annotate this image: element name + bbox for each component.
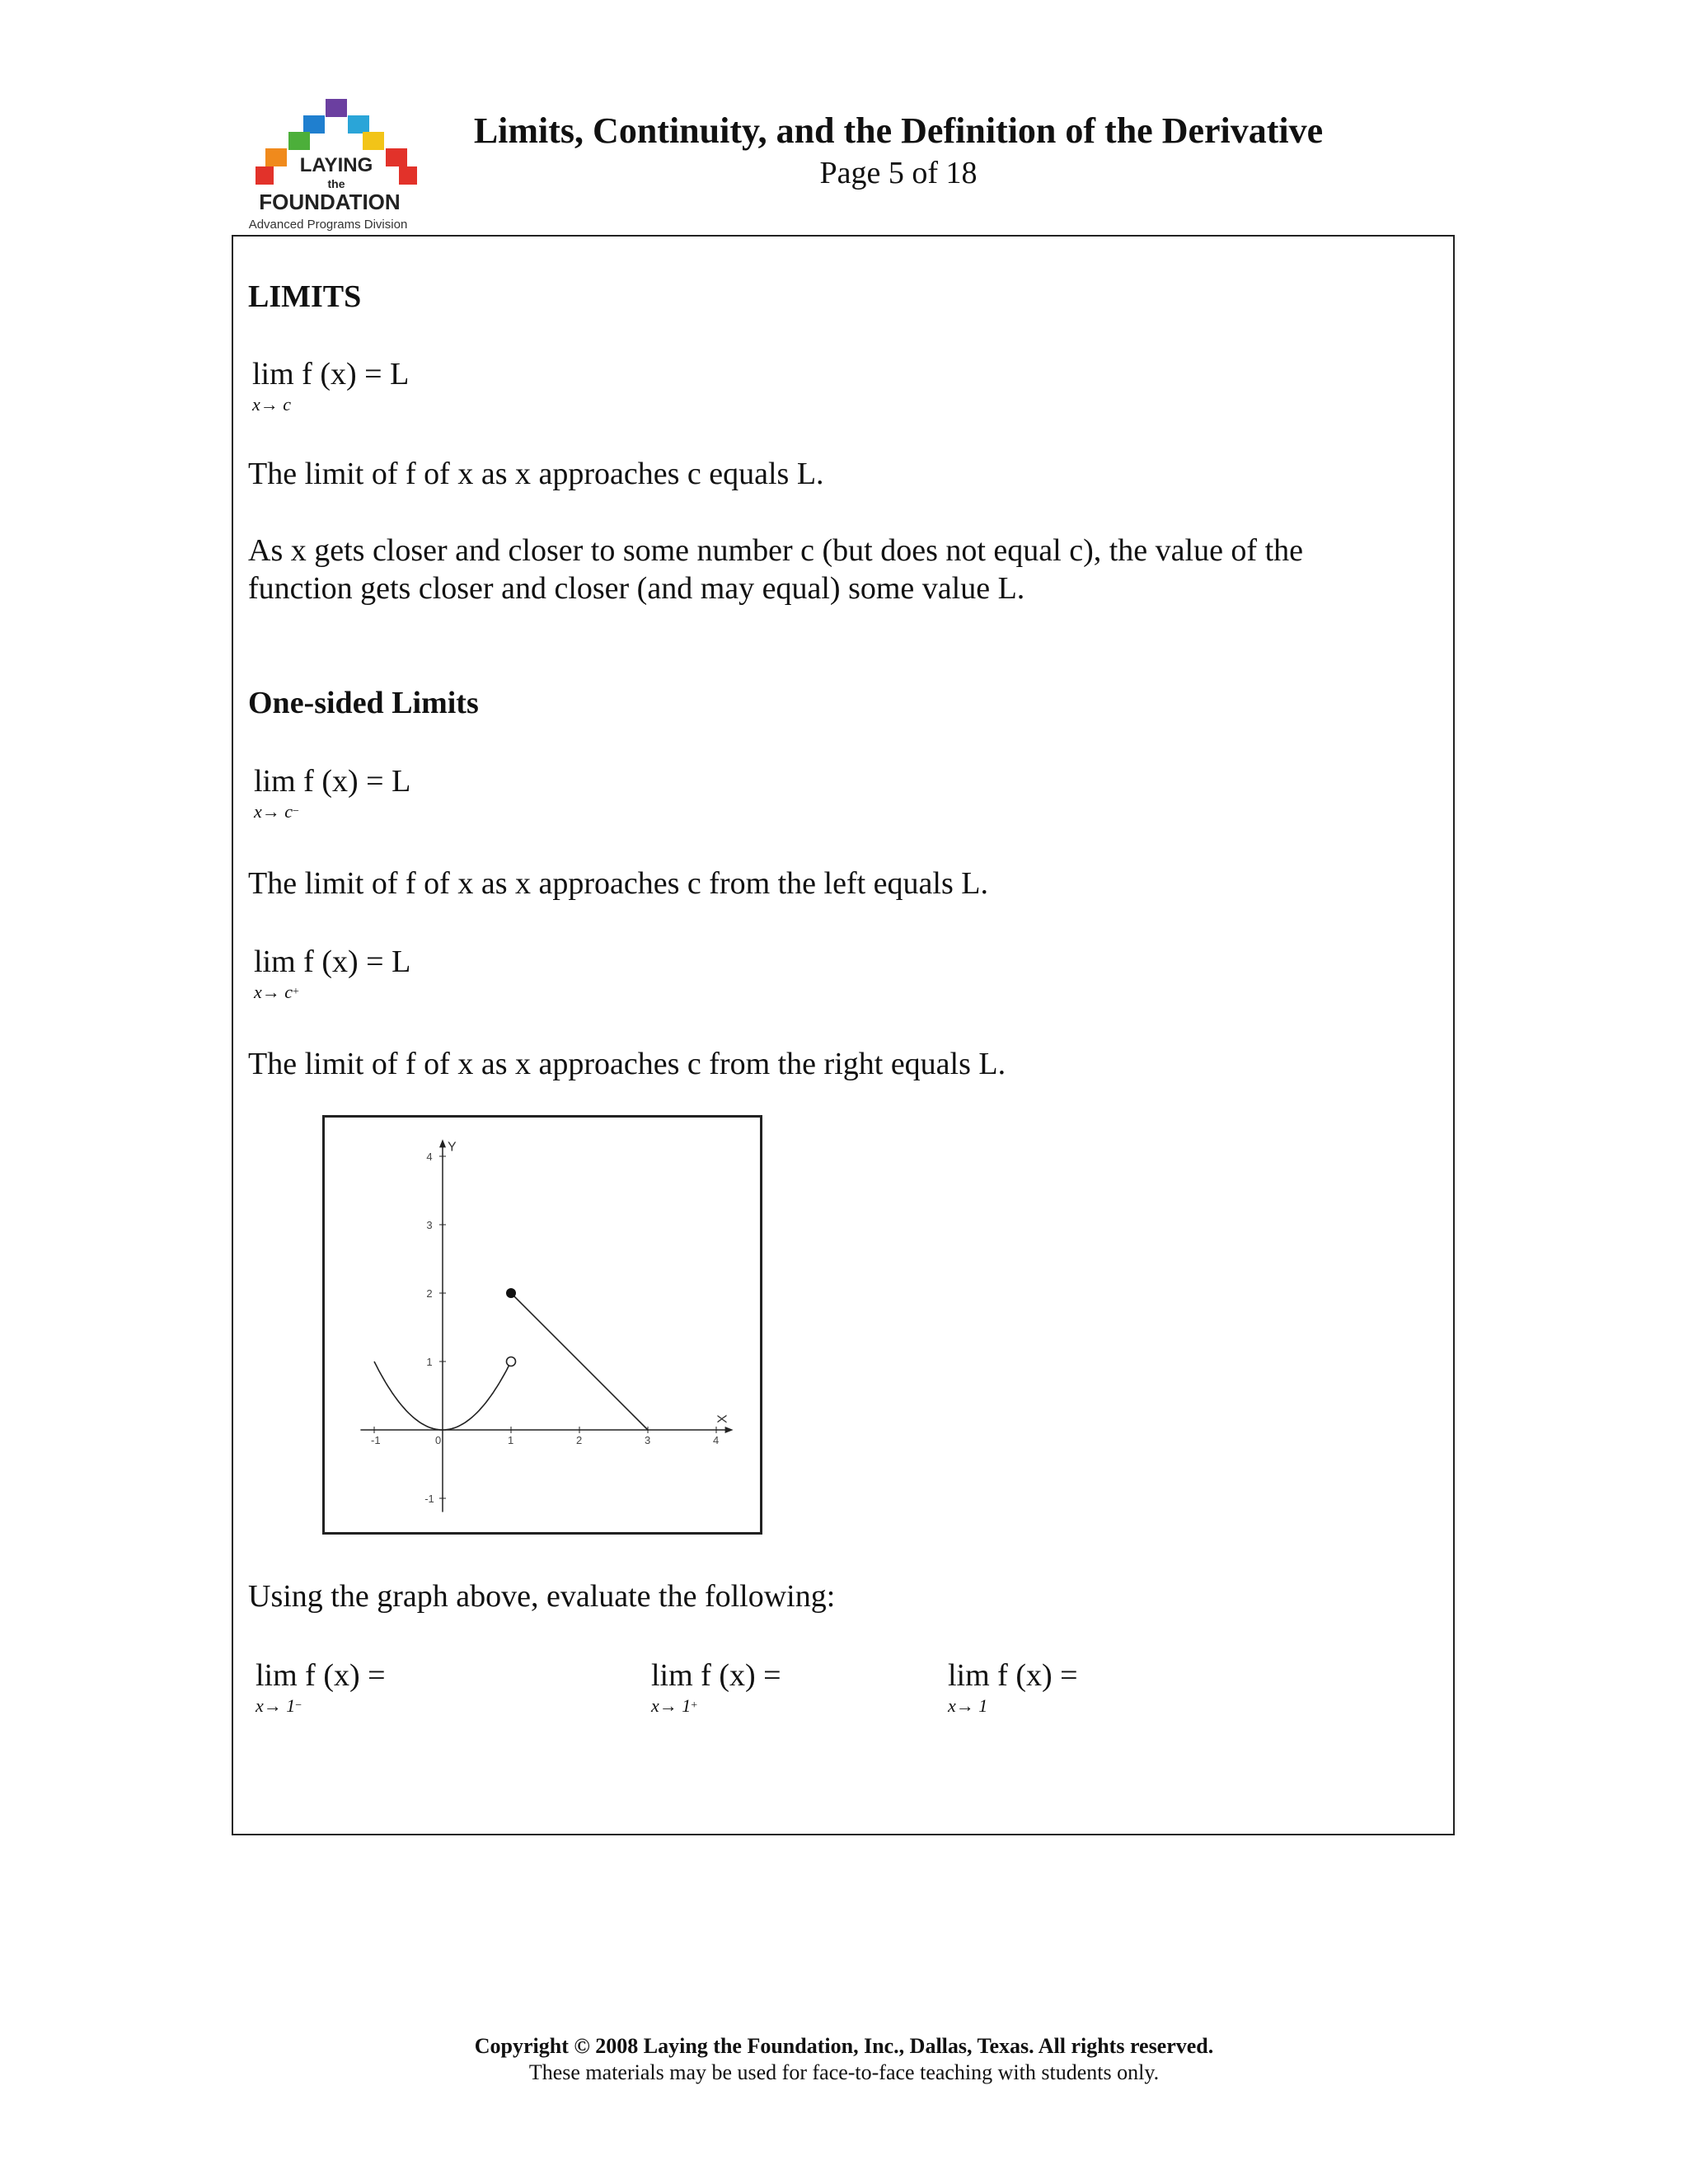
y-tick-label: 2 (426, 1287, 433, 1300)
x-tick-label: 4 (713, 1434, 720, 1446)
x-axis-arrow (725, 1427, 734, 1433)
exercise-right-sub: x→ 1+ (651, 1695, 698, 1716)
line-segment (511, 1293, 648, 1430)
left-limit-definition: The limit of f of x as x approaches c from the left equals L. (248, 866, 988, 901)
exercise-left-sub: x→ 1− (256, 1695, 302, 1716)
function-graph (322, 1115, 762, 1535)
right-limit-definition: The limit of f of x as x approaches c from the right equals L. (248, 1047, 1006, 1081)
y-tick-label: 4 (426, 1151, 433, 1163)
page-number: Page 5 of 18 (819, 156, 978, 190)
x-tick-label: 0 (435, 1434, 442, 1446)
exercise-two-sided-main: lim f (x) = (948, 1658, 1078, 1693)
limit-expression-sub: x→ c (252, 394, 292, 415)
logo-line1: LAYING (299, 154, 373, 176)
usage-notice: These materials may be used for face-to-face teaching with students only. (528, 2060, 1160, 2084)
limit-paragraph-line2: function gets closer and closer (and may equal) some value L. (248, 571, 1025, 606)
y-axis-label: Y (448, 1140, 457, 1155)
copyright-notice: Copyright © 2008 Laying the Foundation, Inc., Dallas, Texas. All rights reserved. (474, 2034, 1214, 2058)
y-tick-label: -1 (424, 1493, 434, 1505)
exercise-right-main: lim f (x) = (651, 1658, 781, 1693)
exercise-left-main: lim f (x) = (256, 1658, 386, 1693)
document-title: Limits, Continuity, and the Definition of the Derivative (473, 110, 1324, 151)
logo-tagline: Advanced Programs Division (248, 218, 408, 232)
logo-line3: FOUNDATION (259, 190, 401, 214)
exercise-prompt: Using the graph above, evaluate the following: (248, 1579, 836, 1614)
one-sided-limits-heading: One-sided Limits (248, 686, 479, 720)
function-graph-svg (325, 1118, 760, 1532)
right-limit-sub: x→ c+ (254, 982, 299, 1002)
y-tick-label: 3 (426, 1219, 433, 1231)
closed-endpoint (506, 1288, 516, 1298)
y-tick-label: 1 (426, 1356, 433, 1368)
limits-heading: LIMITS (248, 279, 362, 314)
x-tick-label: -1 (371, 1434, 381, 1446)
x-tick-label: 1 (508, 1434, 514, 1446)
left-limit-sub: x→ c− (254, 801, 299, 822)
open-endpoint (507, 1357, 516, 1366)
limit-definition-line: The limit of f of x as x approaches c equals L. (248, 457, 824, 491)
logo-line2: the (327, 177, 345, 190)
x-tick-label: 3 (645, 1434, 651, 1446)
y-axis-arrow (439, 1139, 446, 1147)
x-tick-label: 2 (576, 1434, 583, 1446)
x-axis-label: X (715, 1414, 730, 1423)
limit-expression-main: lim f (x) = L (252, 357, 410, 391)
limit-paragraph-line1: As x gets closer and closer to some number c (but does not equal c), the value of the (248, 533, 1304, 568)
exercise-two-sided-sub: x→ 1 (948, 1695, 988, 1716)
right-limit-main: lim f (x) = L (254, 944, 411, 979)
left-limit-main: lim f (x) = L (254, 764, 411, 799)
